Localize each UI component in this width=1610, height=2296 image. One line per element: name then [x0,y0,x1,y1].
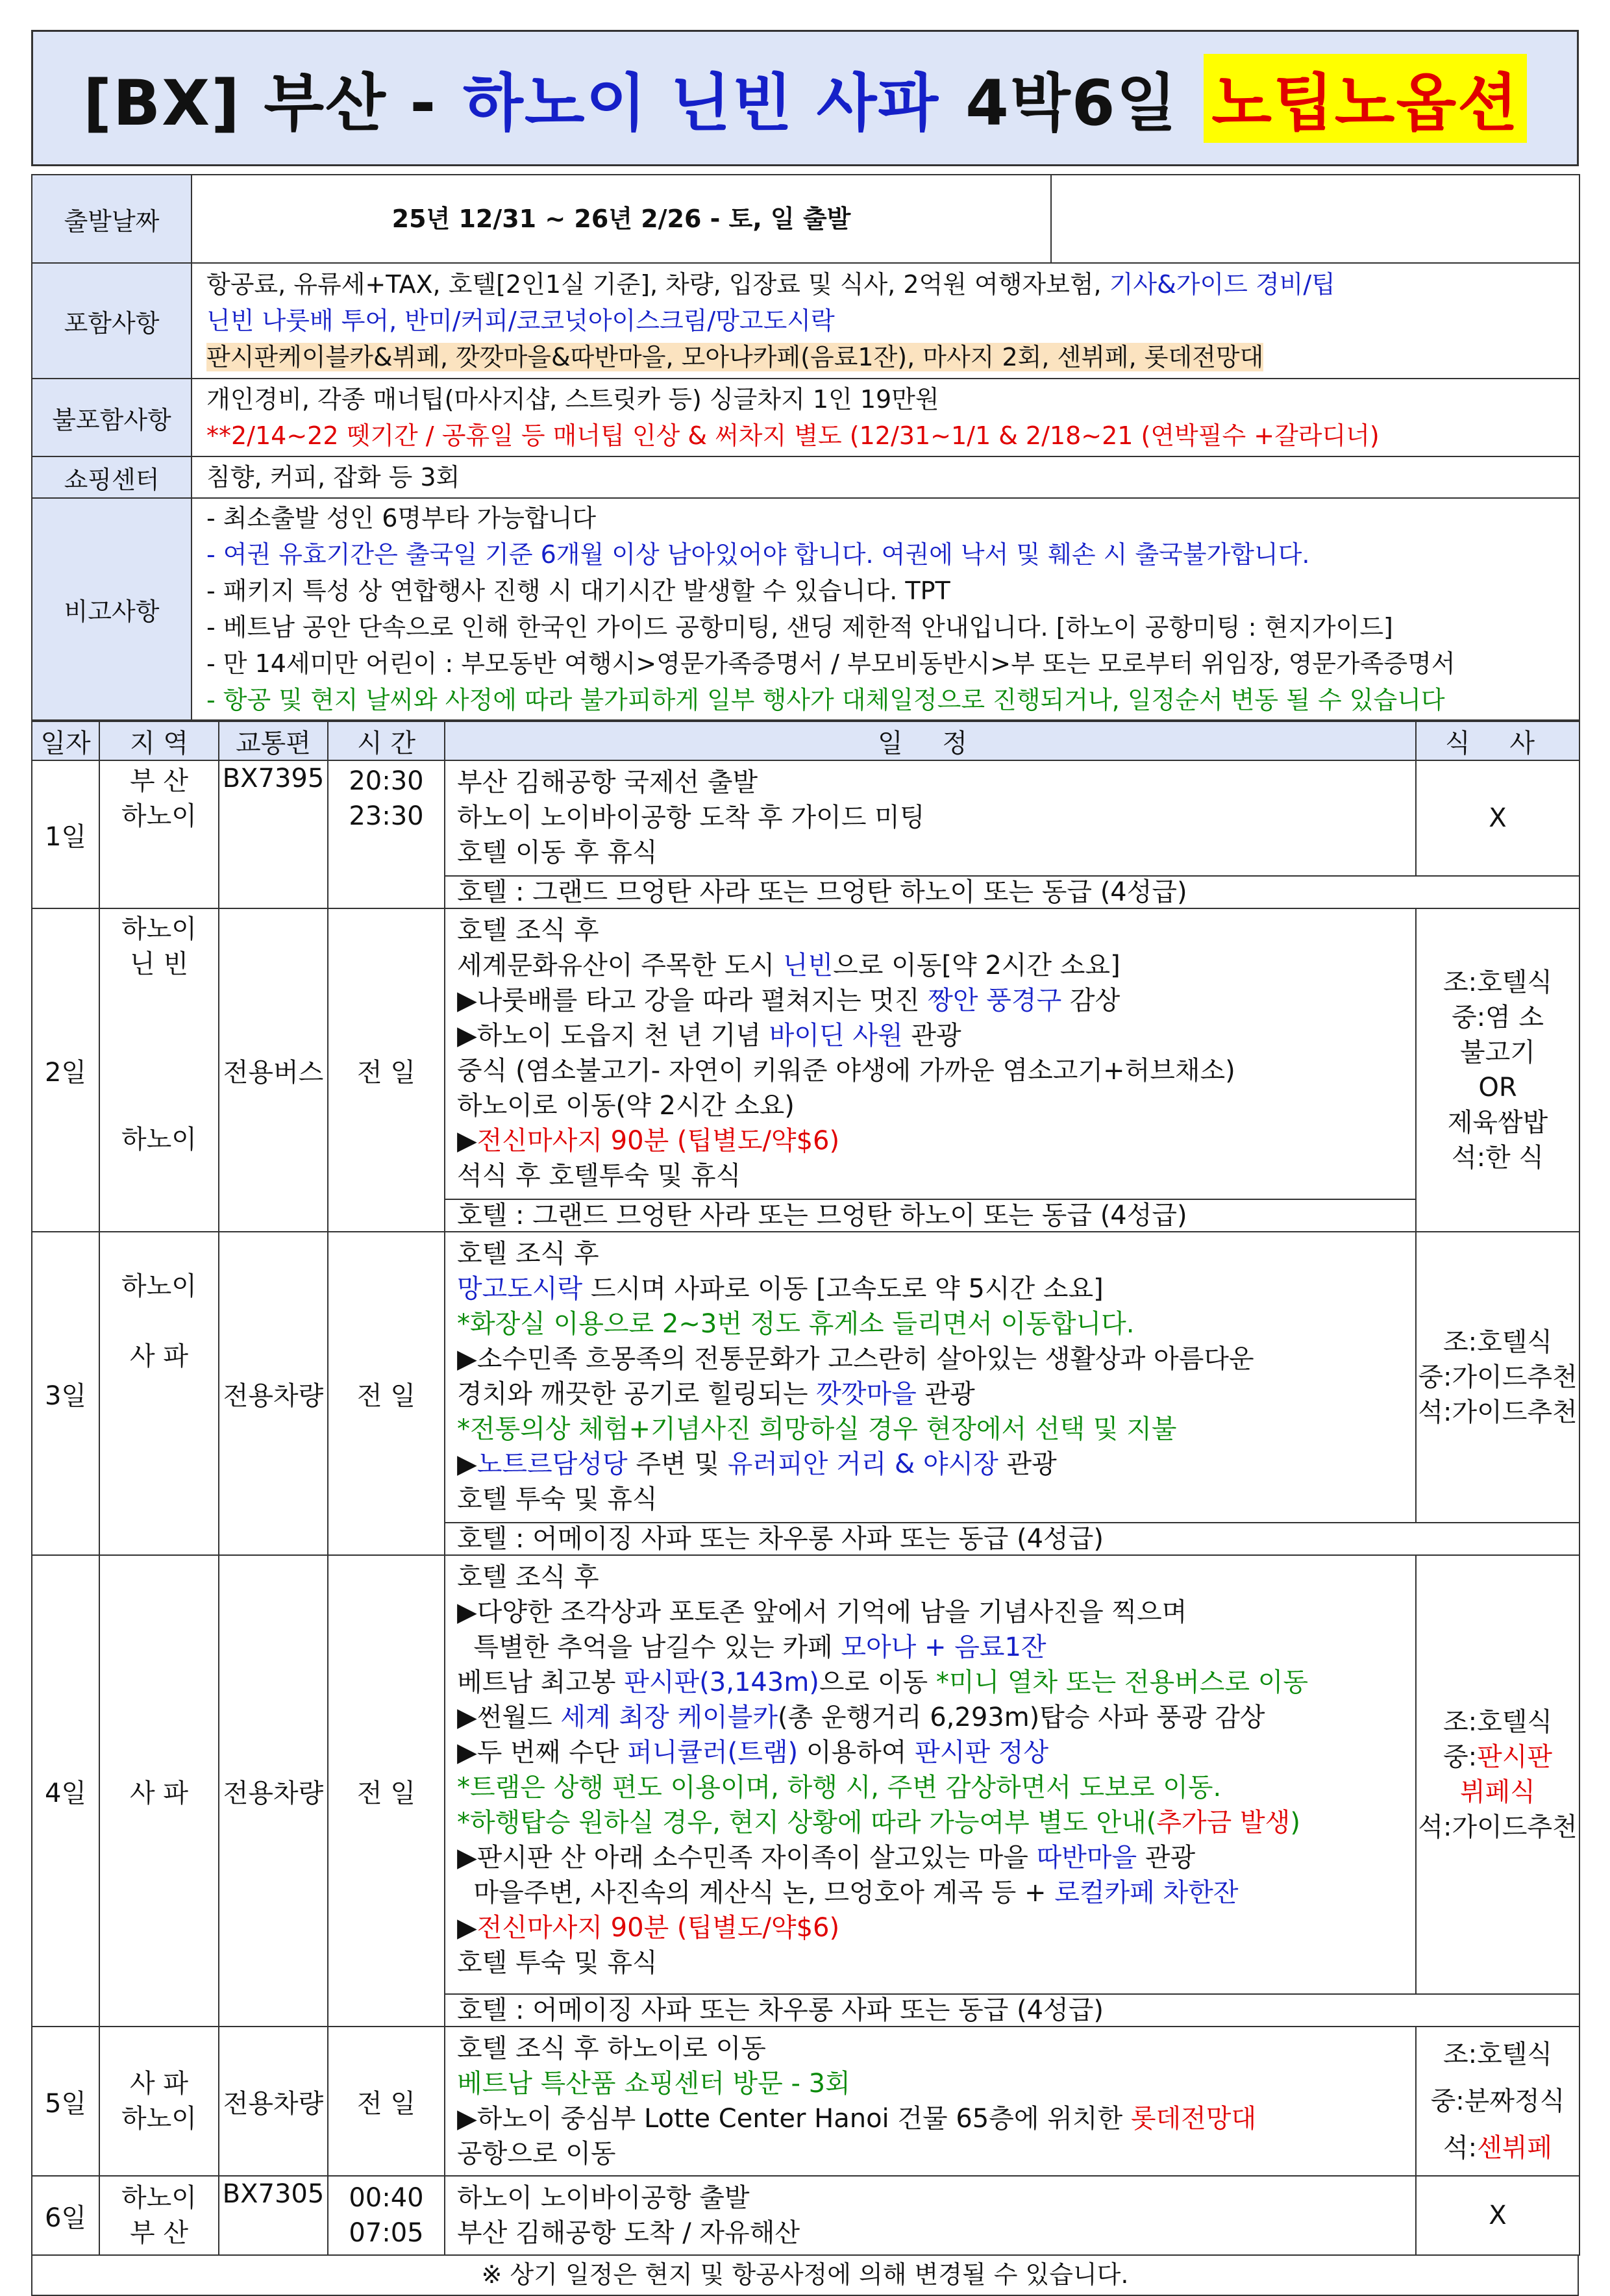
meal-item: 석:가이드추천 [1418,1397,1578,1427]
day6-label: 6일 [32,2176,99,2255]
day3-row [32,1232,1579,1523]
region-name: 부 산 [130,766,188,796]
meal-item: 조:호텔식 [1443,2040,1553,2069]
day1-time [328,760,445,908]
remark-item: - 항공 및 현지 날씨와 사정에 따라 불가피하게 일부 행사가 대체일정으로 진행되거나, 일정순서 변동 될 수 있습니다 [206,686,1445,714]
time-value: 20:30 [349,766,424,796]
schedule-line: ▶썬월드 세계 최장 케이블카(총 운행거리 6,293m)탑승 사파 풍광 감상 [457,1703,1265,1732]
schedule-line: 부산 김해공항 도착 / 자유해산 [457,2218,800,2248]
exclude-row [32,379,1579,456]
day2-schedule [445,908,1416,1199]
depart-empty-cell [1051,175,1579,263]
schedule-line: 하노이로 이동(약 2시간 소요) [457,1091,795,1121]
meal-item: 조:호텔식 [1443,967,1553,997]
day1-hotel: 호텔 : 그랜드 므엉탄 사라 또는 므엉탄 하노이 또는 동급 (4성급) [445,876,1579,908]
schedule-line: 호텔 투숙 및 휴식 [457,1484,658,1514]
include-line2: 닌빈 나룻배 투어, 반미/커피/코코넛아이스크림/망고도시락 [206,306,835,335]
day1-label: 1일 [32,760,99,908]
schedule-line: 공항으로 이동 [457,2139,616,2169]
day4-time: 전 일 [328,1555,445,2027]
meal-item: 제육쌈밥 [1447,1108,1548,1138]
schedule-line: 베트남 특산품 쇼핑센터 방문 - 3회 [457,2069,850,2099]
day1-transport: BX7395 [219,760,328,908]
include-value [192,263,1579,379]
day1-schedule [445,760,1416,876]
day2-meal [1416,908,1579,1232]
day6-row [32,2176,1579,2255]
region-name: 사 파 [130,2069,188,2099]
title-highlight: 노팁노옵션 [1204,54,1527,143]
remark-row [32,498,1579,720]
title-part3: 4박6일 [965,66,1178,140]
meal-item: 석:센뷔페 [1443,2133,1553,2163]
day3-hotel: 호텔 : 어메이징 사파 또는 차우롱 사파 또는 동급 (4성급) [445,1523,1579,1555]
day5-label: 5일 [32,2027,99,2176]
day4-hotel: 호텔 : 어메이징 사파 또는 차우롱 사파 또는 동급 (4성급) [445,1994,1579,2027]
day3-label: 3일 [32,1232,99,1555]
schedule-line: *트램은 상행 편도 이용이며, 하행 시, 주변 감상하면서 도보로 이동. [457,1773,1222,1803]
day4-meal [1416,1555,1579,1994]
footer-note: ※ 상기 일정은 현지 및 항공사정에 의해 변경될 수 있습니다. [31,2256,1579,2296]
meal-item: 석:가이드추천 [1418,1812,1578,1842]
schedule-line: 호텔 이동 후 휴식 [457,838,658,867]
schedule-line: *화장실 이용으로 2~3번 정도 휴게소 들리면서 이동합니다. [457,1309,1135,1339]
remark-item: - 패키지 특성 상 연합행사 진행 시 대기시간 발생할 수 있습니다. TPT [206,577,950,605]
remark-item: - 여권 유효기간은 출국일 기준 6개월 이상 남아있어야 합니다. 여권에 낙서 및 훼손 시 출국불가합니다. [206,540,1310,569]
meal-item: 석:한 식 [1451,1143,1544,1173]
day5-transport: 전용차량 [219,2027,328,2176]
day6-transport: BX7305 [219,2176,328,2255]
day5-schedule [445,2027,1416,2176]
day3-transport: 전용차량 [219,1232,328,1555]
day1-meal: X [1416,760,1579,876]
meal-item: 조:호텔식 [1443,1327,1553,1357]
itinerary-sheet [31,30,1579,2296]
schedule-line: ▶소수민족 흐몽족의 전통문화가 고스란히 살아있는 생활상과 아름다운 [457,1344,1254,1374]
schedule-line: 부산 김해공항 국제선 출발 [457,767,758,797]
meal-item: 불고기 [1460,1038,1535,1067]
header-transport: 교통편 [219,721,328,760]
meal-item: 중:판시판 [1443,1742,1553,1772]
schedule-line: ▶나룻배를 타고 강을 따라 펼쳐지는 멋진 짱안 풍경구 감상 [457,986,1121,1016]
day4-row [32,1555,1579,1994]
day5-meal [1416,2027,1579,2176]
day2-hotel: 호텔 : 그랜드 므엉탄 사라 또는 므엉탄 하노이 또는 동급 (4성급) [445,1199,1416,1232]
day2-row [32,908,1579,1199]
header-day: 일자 [32,721,99,760]
header-region: 지 역 [99,721,219,760]
shop-value: 침향, 커피, 잡화 등 3회 [192,456,1579,498]
day3-meal [1416,1232,1579,1523]
region-name: 하노이 [121,914,197,944]
region-name: 부 산 [130,2218,188,2248]
depart-label: 출발날짜 [32,175,192,263]
region-name: 하노이 [121,2183,197,2213]
day6-schedule [445,2176,1416,2255]
meal-item: OR [1478,1073,1517,1103]
exclude-line1: 개인경비, 각종 매너팁(마사지샵, 스트릿카 등) 싱글차지 1인 19만원 [206,385,939,414]
schedule-line: ▶두 번째 수단 퍼니큘러(트램) 이용하여 판시판 정상 [457,1738,1049,1767]
region-name: 하노이 [121,2104,197,2134]
schedule-line: 중식 (염소불고기- 자연이 키워준 야생에 가까운 염소고기+허브채소) [457,1056,1235,1086]
time-value: 07:05 [349,2218,424,2248]
schedule-line: 세계문화유산이 주목한 도시 닌빈으로 이동[약 2시간 소요] [457,951,1121,980]
day5-region [99,2027,219,2176]
itinerary-header [32,721,1579,760]
day4-label: 4일 [32,1555,99,2027]
schedule-line: 하노이 노이바이공항 출발 [457,2183,750,2213]
time-value: 23:30 [349,801,424,831]
meal-item: 뷔페식 [1460,1777,1535,1807]
header-schedule: 일 정 [445,721,1416,760]
day1-row [32,760,1579,876]
day1-region [99,760,219,908]
remark-item: - 만 14세미만 어린이 : 부모동반 여행시>영문가족증명서 / 부모비동반시>부 또는 모로부터 위임장, 영문가족증명서 [206,649,1455,678]
day2-time: 전 일 [328,908,445,1232]
schedule-line: 마을주변, 사진속의 계산식 논, 므엉호아 계곡 등 + 로컬카페 차한잔 [457,1878,1239,1908]
day5-row [32,2027,1579,2176]
region-name: 하노이 [121,801,197,831]
remark-item: - 베트남 공안 단속으로 인해 한국인 가이드 공항미팅, 샌딩 제한적 안내입니다. [하노이 공항미팅 : 현지가이드] [206,613,1393,642]
remark-item: - 최소출발 성인 6명부타 가능합니다 [206,504,597,532]
schedule-line: 특별한 추억을 남길수 있는 카페 모아나 + 음료1잔 [457,1632,1046,1662]
meal-item: 중:가이드추천 [1418,1362,1578,1392]
day3-schedule [445,1232,1416,1523]
region-name: 닌 빈 [130,949,188,979]
exclude-line2: **2/14~22 뗏기간 / 공휴일 등 매너팁 인상 & 써차지 별도 (12/31~1/1 & 2/18~21 (연박필수 +갈라디너) [206,421,1380,450]
time-value: 00:40 [349,2183,424,2213]
schedule-line: 하노이 노이바이공항 도착 후 가이드 미팅 [457,803,925,832]
include-line3: 판시판케이블카&뷔페, 깟깟마을&따반마을, 모아나카페(음료1잔), 마사지 2회, 센뷔페, 롯데전망대 [206,343,1264,371]
include-guide-fee: 기사&가이드 경비/팁 [1109,270,1335,299]
region-name: 사 파 [130,1341,188,1371]
header-meal: 식 사 [1416,721,1579,760]
region-name: 하노이 [121,1271,197,1301]
schedule-line: ▶판시판 산 아래 소수민족 자이족이 살고있는 마을 따반마을 관광 [457,1843,1196,1873]
schedule-line: 호텔 조식 후 [457,916,599,945]
day4-region: 사 파 [99,1555,219,2027]
schedule-line: 호텔 조식 후 하노이로 이동 [457,2034,766,2064]
exclude-value [192,379,1579,456]
include-label: 포함사항 [32,263,192,379]
shop-row [32,456,1579,498]
schedule-line: *하행탑승 원하실 경우, 현지 상황에 따라 가능여부 별도 안내(추가금 발생) [457,1808,1300,1838]
remark-label: 비고사항 [32,498,192,720]
schedule-line: ▶하노이 중심부 Lotte Center Hanoi 건물 65층에 위치한 롯데전망대 [457,2104,1257,2134]
schedule-line: 망고도시락 드시며 사파로 이동 [고속도로 약 5시간 소요] [457,1274,1104,1304]
exclude-label: 불포함사항 [32,379,192,456]
info-table [31,174,1580,721]
schedule-line: 호텔 투숙 및 휴식 [457,1948,658,1978]
day2-transport: 전용버스 [219,908,328,1232]
day4-transport: 전용차량 [219,1555,328,2027]
meal-item: 중:염 소 [1451,1003,1544,1032]
remark-value [192,498,1579,720]
day4-schedule [445,1555,1416,1994]
schedule-line: 호텔 조식 후 [457,1562,599,1592]
day6-meal: X [1416,2176,1579,2255]
day5-time: 전 일 [328,2027,445,2176]
itinerary-table [31,721,1580,2256]
day3-time: 전 일 [328,1232,445,1555]
schedule-line: ▶다양한 조각상과 포토존 앞에서 기억에 남을 기념사진을 찍으며 [457,1597,1187,1627]
include-row [32,263,1579,379]
title-part2: 하노이 닌빈 사파 [463,66,940,140]
title-part1: [BX] 부산 - [83,66,438,140]
depart-row [32,175,1579,263]
schedule-line: 호텔 조식 후 [457,1239,599,1269]
day2-region [99,908,219,1232]
schedule-line: *전통의상 체험+기념사진 희망하실 경우 현장에서 선택 및 지불 [457,1414,1177,1444]
day6-time [328,2176,445,2255]
schedule-line: ▶전신마사지 90분 (팁별도/약$6) [457,1126,840,1156]
include-line1: 항공료, 유류세+TAX, 호텔[2인1실 기준], 차량, 입장료 및 식사, 2억원 여행자보험, [206,270,1109,299]
schedule-line: ▶전신마사지 90분 (팁별도/약$6) [457,1913,840,1943]
shop-label: 쇼핑센터 [32,456,192,498]
region-name: 하노이 [121,1125,197,1154]
depart-value: 25년 12/31 ~ 26년 2/26 - 토, 일 출발 [192,175,1051,263]
schedule-line: 베트남 최고봉 판시판(3,143m)으로 이동 *미니 열차 또는 전용버스로 이동 [457,1667,1309,1697]
day6-region [99,2176,219,2255]
schedule-line: 석식 후 호텔투숙 및 휴식 [457,1161,741,1191]
day2-label: 2일 [32,908,99,1232]
schedule-line: ▶하노이 도읍지 천 년 기념 바이딘 사원 관광 [457,1021,961,1051]
meal-item: 중:분짜정식 [1430,2086,1565,2116]
schedule-line: ▶노트르담성당 주변 및 유러피안 거리 & 야시장 관광 [457,1449,1057,1479]
meal-item: 조:호텔식 [1443,1707,1553,1737]
page-title [31,30,1579,166]
schedule-line: 경치와 깨끗한 공기로 힐링되는 깟깟마을 관광 [457,1379,975,1409]
day3-region [99,1232,219,1555]
header-time: 시 간 [328,721,445,760]
